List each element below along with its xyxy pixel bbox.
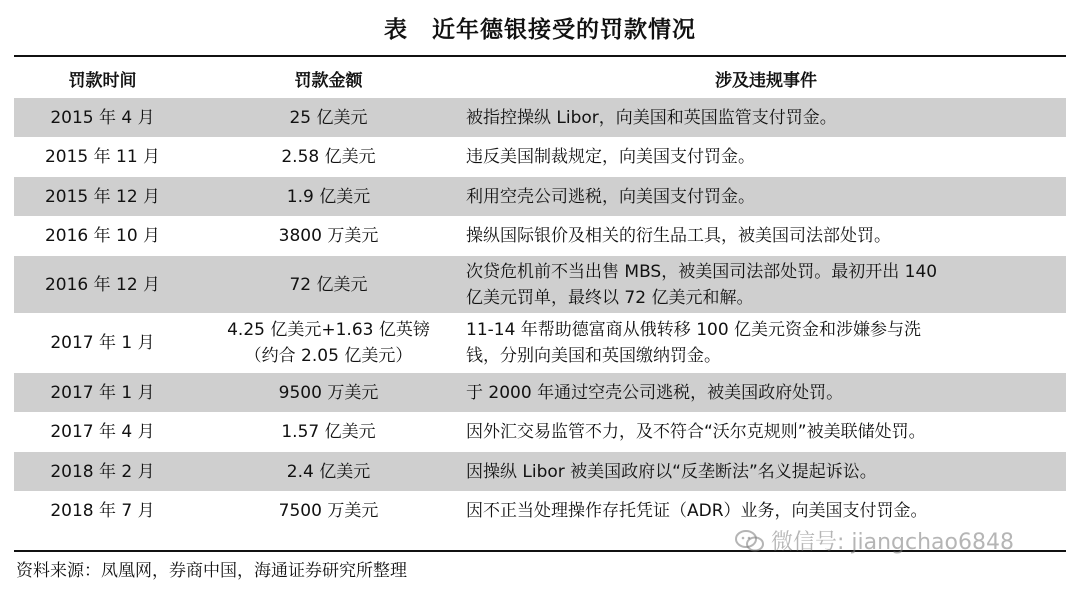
event-line: 次贷危机前不当出售 MBS，被美国司法部处罚。最初开出 140	[466, 261, 938, 282]
cell-time	[14, 105, 191, 131]
event-line: 违反美国制裁规定，向美国支付罚金。	[466, 147, 755, 167]
header-time: 罚款时间	[68, 70, 137, 91]
top-rule	[14, 55, 1066, 57]
cell-event	[466, 184, 1066, 210]
cell-time	[14, 380, 191, 406]
cell-amount	[191, 459, 466, 485]
table-row	[14, 177, 1066, 216]
event-line: 因不正当处理操作存托凭证（ADR）业务，向美国支付罚金。	[466, 501, 928, 521]
cell-event	[466, 144, 1066, 170]
amount-line: 3800 万美元	[278, 226, 379, 246]
table-row	[14, 452, 1066, 491]
time-text: 2016 年 12 月	[44, 274, 161, 295]
table-row	[14, 412, 1066, 452]
cell-amount	[191, 144, 466, 170]
time-text: 2017 年 4 月	[50, 422, 155, 442]
time-text: 2017 年 1 月	[50, 382, 155, 403]
table-row	[14, 313, 1066, 373]
amount-line: （约合 2.05 亿美元）	[244, 346, 413, 366]
event-line: 被指控操纵 Libor，向美国和英国监管支付罚金。	[466, 107, 837, 128]
amount-line: 9500 万美元	[278, 382, 379, 403]
event-line: 操纵国际银价及相关的衍生品工具，被美国司法部处罚。	[466, 226, 891, 246]
source-note: 资料来源：凤凰网，券商中国，海通证券研究所整理	[16, 561, 407, 581]
cell-event	[466, 223, 1066, 249]
amount-line: 72 亿美元	[289, 274, 368, 295]
cell-amount	[191, 317, 466, 369]
amount-line: 1.57 亿美元	[281, 422, 376, 442]
event-line: 亿美元罚单，最终以 72 亿美元和解。	[466, 287, 754, 308]
header-event: 涉及违规事件	[715, 70, 817, 91]
watermark	[735, 525, 1014, 556]
amount-line: 1.9 亿美元	[286, 186, 371, 207]
amount-line: 2.58 亿美元	[281, 147, 376, 167]
cell-time	[14, 459, 191, 485]
cell-amount	[191, 105, 466, 131]
cell-amount	[191, 184, 466, 210]
amount-line: 2.4 亿美元	[286, 461, 371, 482]
time-text: 2015 年 4 月	[50, 107, 155, 128]
table-row	[14, 256, 1066, 313]
time-text: 2018 年 2 月	[50, 461, 155, 482]
event-line: 钱，分别向美国和英国缴纳罚金。	[466, 346, 721, 366]
cell-time	[14, 498, 191, 524]
amount-line: 7500 万美元	[278, 501, 379, 521]
cell-time	[14, 419, 191, 445]
time-text: 2015 年 11 月	[44, 147, 161, 167]
event-line: 11-14 年帮助德富商从俄转移 100 亿美元资金和涉嫌参与洗	[466, 320, 922, 340]
cell-time	[14, 330, 191, 356]
cell-event	[466, 419, 1066, 445]
time-text: 2016 年 10 月	[44, 226, 161, 246]
time-text: 2015 年 12 月	[44, 186, 161, 207]
time-text: 2018 年 7 月	[50, 501, 155, 521]
cell-event	[466, 317, 1066, 369]
table-row	[14, 98, 1066, 137]
table-body	[14, 98, 1066, 531]
cell-amount	[191, 223, 466, 249]
header-amount: 罚款金额	[294, 70, 363, 91]
wechat-icon	[735, 529, 765, 553]
table-title: 表 近年德银接受的罚款情况	[384, 16, 696, 43]
table-row	[14, 137, 1066, 177]
cell-amount	[191, 498, 466, 524]
event-line: 利用空壳公司逃税，向美国支付罚金。	[466, 186, 755, 207]
watermark-text: 微信号: jiangchao6848	[771, 530, 1014, 555]
cell-event	[466, 259, 1066, 311]
cell-amount	[191, 380, 466, 406]
cell-event	[466, 105, 1066, 131]
amount-line: 4.25 亿美元+1.63 亿英镑	[227, 320, 430, 340]
time-text: 2017 年 1 月	[50, 333, 155, 353]
cell-amount	[191, 419, 466, 445]
event-line: 因操纵 Libor 被美国政府以“反垄断法”名义提起诉讼。	[466, 461, 877, 482]
table-row	[14, 216, 1066, 256]
cell-event	[466, 498, 1066, 524]
cell-time	[14, 184, 191, 210]
cell-amount	[191, 272, 466, 298]
event-line: 因外汇交易监管不力，及不符合“沃尔克规则”被美联储处罚。	[466, 422, 926, 442]
cell-event	[466, 459, 1066, 485]
amount-line: 25 亿美元	[289, 107, 368, 128]
cell-event	[466, 380, 1066, 406]
event-line: 于 2000 年通过空壳公司逃税，被美国政府处罚。	[466, 382, 844, 403]
cell-time	[14, 223, 191, 249]
cell-time	[14, 144, 191, 170]
table-row	[14, 373, 1066, 412]
table-header	[14, 58, 1066, 98]
cell-time	[14, 272, 191, 298]
